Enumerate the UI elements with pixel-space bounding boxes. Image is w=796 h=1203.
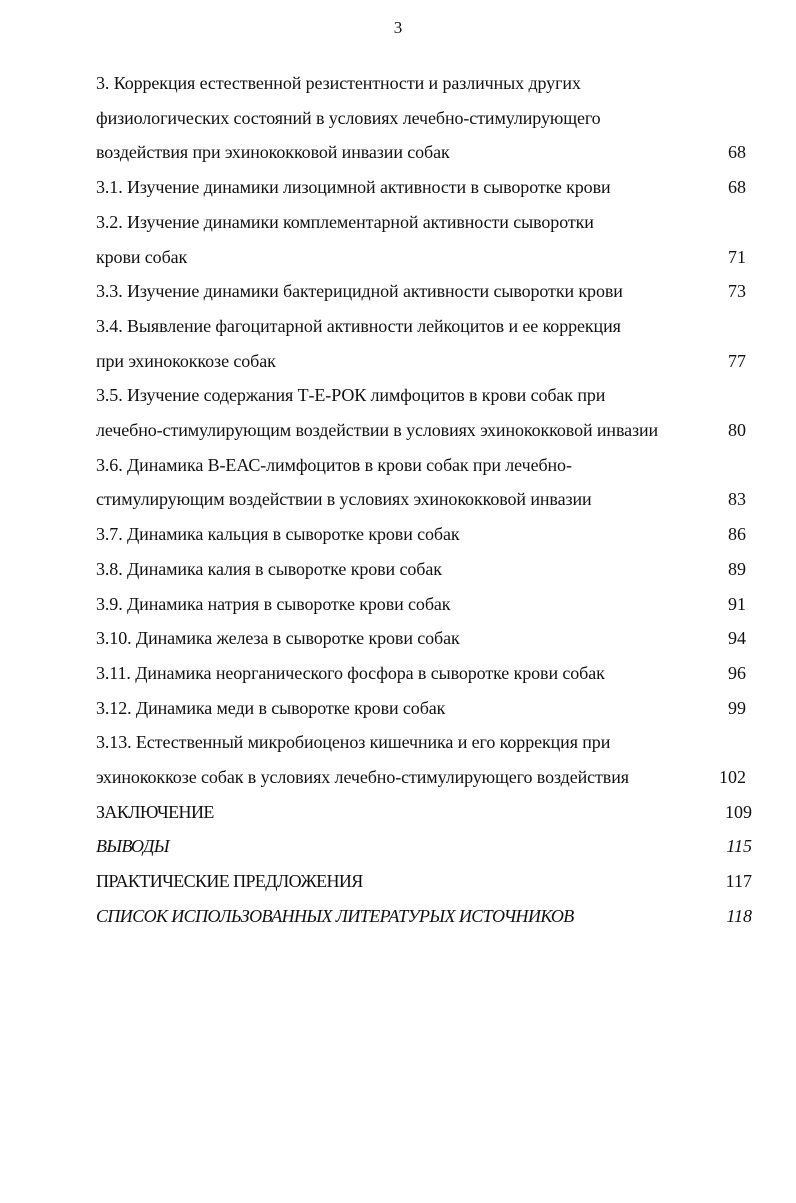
toc-entry-title-line: физиологических состояний в условиях лечебно-стимулирующего — [96, 107, 601, 128]
toc-entry[interactable] — [96, 691, 752, 726]
toc-entry-page: 115 — [726, 836, 752, 857]
toc-entry-page: 118 — [726, 905, 752, 926]
toc-entry-title-line: 3.6. Динамика В-ЕАС-лимфоцитов в крови собак при лечебно- — [96, 454, 572, 475]
page-number: 3 — [393, 18, 403, 37]
toc-entry-page: 73 — [728, 281, 746, 302]
toc-entry-title-line: эхинококкозе собак в условиях лечебно-стимулирующего воздействия — [96, 767, 629, 788]
toc-entry-title-line: 3.11. Динамика неорганического фосфора в сыворотке крови собак — [96, 662, 605, 683]
toc-entry-page: 83 — [728, 489, 746, 510]
toc-entry-conclusion[interactable] — [96, 795, 752, 830]
table-of-contents — [96, 66, 752, 934]
toc-entry-title-line: СПИСОК ИСПОЛЬЗОВАННЫХ ЛИТЕРАТУРЫХ ИСТОЧНИКОВ — [96, 905, 574, 926]
toc-entry[interactable] — [96, 587, 752, 622]
toc-entry-title-line: при эхинококкозе собак — [96, 350, 276, 371]
toc-entry-page: 117 — [725, 871, 752, 892]
toc-entry-page: 109 — [725, 801, 752, 822]
toc-entry[interactable] — [96, 170, 752, 205]
toc-entry[interactable] — [96, 517, 752, 552]
toc-entry-title-line: ЗАКЛЮЧЕНИЕ — [96, 801, 214, 822]
toc-entry-title-line: 3.5. Изучение содержания Т-Е-РОК лимфоцитов в крови собак при — [96, 385, 606, 406]
toc-entry-page: 99 — [728, 697, 746, 718]
toc-entry-title-line: ПРАКТИЧЕСКИЕ ПРЕДЛОЖЕНИЯ — [96, 871, 363, 892]
toc-entry-title-line: ВЫВОДЫ — [96, 836, 169, 857]
toc-entry[interactable] — [96, 552, 752, 587]
toc-entry-title-line: 3.4. Выявление фагоцитарной активности лейкоцитов и ее коррекция — [96, 315, 621, 336]
toc-entry[interactable] — [96, 205, 752, 274]
toc-entry-page: 102 — [719, 767, 746, 788]
toc-entry[interactable] — [96, 725, 752, 794]
toc-entry-page: 86 — [728, 524, 746, 545]
toc-entry-title-line: 3.13. Естественный микробиоценоз кишечника и его коррекция при — [96, 732, 611, 753]
toc-entry-title-line: 3.12. Динамика меди в сыворотке крови собак — [96, 697, 446, 718]
toc-entry[interactable] — [96, 309, 752, 378]
toc-entry-findings[interactable] — [96, 829, 752, 864]
toc-entry-title-line: крови собак — [96, 246, 188, 267]
toc-entry-title-line: 3.8. Динамика калия в сыворотке крови собак — [96, 558, 442, 579]
toc-entry-title-line: 3.3. Изучение динамики бактерицидной активности сыворотки крови — [96, 281, 623, 302]
toc-entry-title-line: 3.1. Изучение динамики лизоцимной активности в сыворотке крови — [96, 177, 611, 198]
toc-entry-title-line: 3.7. Динамика кальция в сыворотке крови собак — [96, 524, 460, 545]
toc-entry-page: 91 — [728, 593, 746, 614]
toc-entry-title-line: 3.9. Динамика натрия в сыворотке крови собак — [96, 593, 451, 614]
toc-entry-page: 94 — [728, 628, 746, 649]
toc-entry-title-line: 3. Коррекция естественной резистентности и различных других — [96, 73, 581, 93]
toc-entry[interactable] — [96, 274, 752, 309]
toc-entry[interactable] — [96, 656, 752, 691]
toc-entry-title-line: 3.2. Изучение динамики комплементарной активности сыворотки — [96, 211, 594, 232]
toc-entry-title-line: воздействия при эхинококковой инвазии собак — [96, 142, 450, 163]
toc-entry-page: 96 — [728, 662, 746, 683]
toc-entry-page: 68 — [728, 177, 746, 198]
toc-entry[interactable] — [96, 621, 752, 656]
toc-entry[interactable] — [96, 66, 752, 170]
toc-entry-title-line: 3.10. Динамика железа в сыворотке крови собак — [96, 628, 460, 649]
toc-entry-page: 68 — [728, 142, 746, 163]
toc-entry-page: 77 — [728, 350, 746, 371]
toc-entry-title-line: лечебно-стимулирующим воздействии в условиях эхинококковой инвазии — [96, 420, 659, 441]
toc-entry[interactable] — [96, 378, 752, 447]
toc-entry[interactable] — [96, 448, 752, 517]
toc-entry-practical-proposals[interactable] — [96, 864, 752, 899]
toc-entry-references[interactable] — [96, 899, 752, 934]
toc-entry-page: 89 — [728, 558, 746, 579]
toc-entry-page: 71 — [728, 246, 746, 267]
toc-entry-page: 80 — [728, 420, 746, 441]
toc-entry-title-line: стимулирующим воздействии в условиях эхинококковой инвазии — [96, 489, 592, 510]
